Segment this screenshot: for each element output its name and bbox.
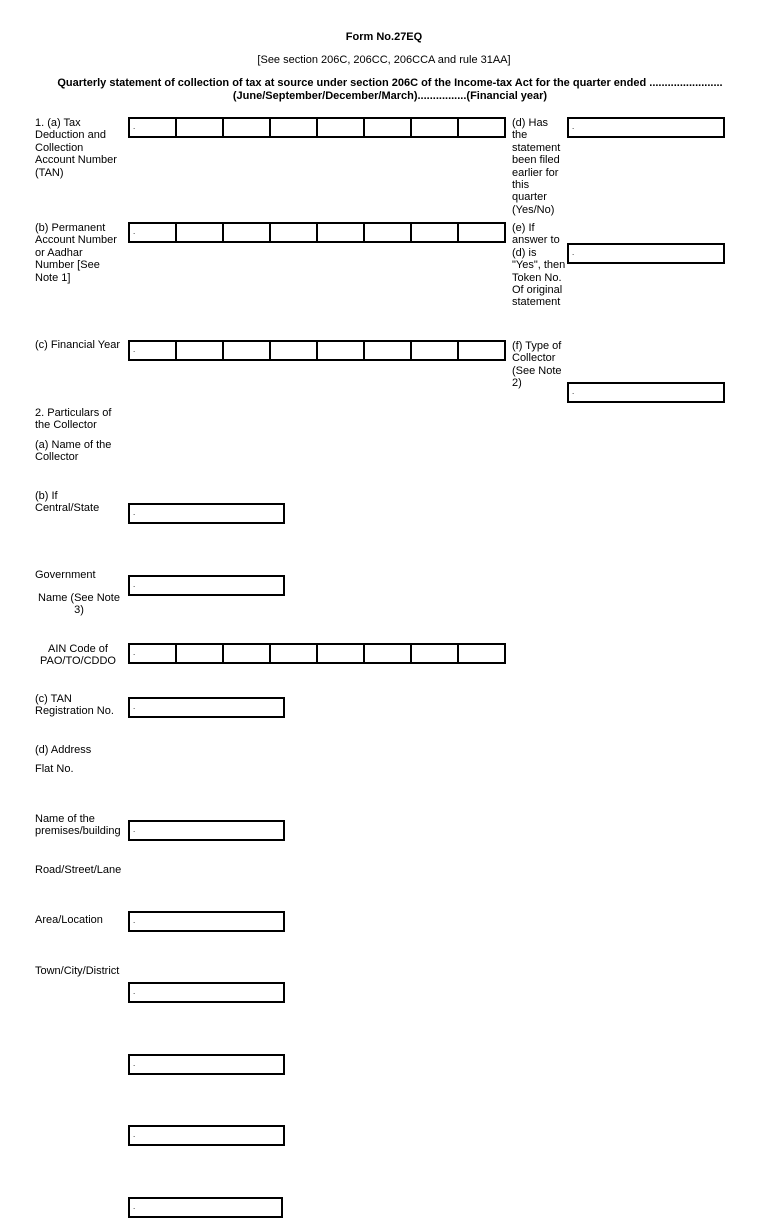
road-input[interactable] bbox=[128, 1054, 285, 1075]
flat-no-label: Flat No. bbox=[35, 763, 74, 775]
char-cell[interactable] bbox=[459, 119, 504, 136]
char-cell[interactable] bbox=[177, 224, 224, 241]
char-cell[interactable] bbox=[365, 119, 412, 136]
char-cell[interactable] bbox=[412, 342, 459, 359]
area-label: Area/Location bbox=[35, 914, 103, 926]
char-cell[interactable] bbox=[271, 342, 318, 359]
char-cell[interactable] bbox=[459, 645, 504, 662]
char-cell[interactable] bbox=[224, 342, 271, 359]
premises-label: Name of the premises/building bbox=[35, 813, 121, 838]
ain-code-label: AIN Code of PAO/TO/CDDO bbox=[40, 643, 116, 668]
central-state-label: (b) If Central/State bbox=[35, 490, 100, 515]
collector-name-label: (a) Name of the Collector bbox=[35, 439, 112, 464]
tan-label: 1. (a) Tax Deduction and Collection Account Number (TAN) bbox=[35, 117, 117, 179]
char-cell[interactable] bbox=[459, 224, 504, 241]
pan-input[interactable] bbox=[128, 222, 506, 243]
ain-code-input[interactable] bbox=[128, 643, 506, 664]
token-number-input[interactable] bbox=[567, 243, 725, 264]
flat-no-input[interactable] bbox=[128, 911, 285, 932]
form-subtitle: [See section 206C, 206CC, 206CCA and rule 31AA] bbox=[257, 54, 511, 66]
char-cell[interactable] bbox=[365, 342, 412, 359]
char-cell[interactable] bbox=[459, 342, 504, 359]
premises-input[interactable] bbox=[128, 982, 285, 1003]
char-cell[interactable] bbox=[177, 342, 224, 359]
char-cell[interactable] bbox=[177, 645, 224, 662]
town-input[interactable] bbox=[128, 1197, 283, 1218]
tan-registration-label: (c) TAN Registration No. bbox=[35, 693, 114, 718]
collector-type-input[interactable] bbox=[567, 382, 725, 403]
town-label: Town/City/District bbox=[35, 965, 120, 977]
char-cell[interactable] bbox=[412, 119, 459, 136]
pan-label: (b) Permanent Account Number or Aadhar Number [See Note 1] bbox=[35, 222, 117, 284]
char-cell[interactable] bbox=[365, 224, 412, 241]
area-input[interactable] bbox=[128, 1125, 285, 1146]
char-cell[interactable] bbox=[318, 342, 365, 359]
form-heading-line2: (June/September/December/March)................(Financial year) bbox=[232, 90, 548, 102]
char-cell[interactable] bbox=[224, 645, 271, 662]
financial-year-input[interactable] bbox=[128, 340, 506, 361]
road-label: Road/Street/Lane bbox=[35, 864, 122, 876]
char-cell[interactable] bbox=[130, 119, 177, 136]
char-cell[interactable] bbox=[271, 224, 318, 241]
government-label: Government bbox=[35, 569, 96, 581]
char-cell[interactable] bbox=[177, 119, 224, 136]
char-cell[interactable] bbox=[130, 342, 177, 359]
form-heading bbox=[40, 77, 740, 103]
tan-registration-input[interactable] bbox=[128, 820, 285, 841]
char-cell[interactable] bbox=[412, 645, 459, 662]
collector-name-input[interactable] bbox=[128, 503, 285, 524]
section2-title: 2. Particulars of the Collector bbox=[35, 407, 112, 432]
char-cell[interactable] bbox=[365, 645, 412, 662]
char-cell[interactable] bbox=[224, 119, 271, 136]
char-cell[interactable] bbox=[130, 224, 177, 241]
char-cell[interactable] bbox=[224, 224, 271, 241]
token-number-label: (e) If answer to (d) is "Yes", then Token No. Of original statement bbox=[512, 222, 566, 309]
char-cell[interactable] bbox=[271, 645, 318, 662]
form-title: Form No.27EQ bbox=[345, 31, 423, 43]
char-cell[interactable] bbox=[271, 119, 318, 136]
filed-earlier-input[interactable] bbox=[567, 117, 725, 138]
tan-input[interactable] bbox=[128, 117, 506, 138]
financial-year-label: (c) Financial Year bbox=[35, 339, 120, 351]
govt-name-label: Name (See Note 3) bbox=[38, 592, 120, 617]
char-cell[interactable] bbox=[318, 224, 365, 241]
char-cell[interactable] bbox=[412, 224, 459, 241]
char-cell[interactable] bbox=[130, 645, 177, 662]
filed-earlier-label: (d) Has the statement been filed earlier for this quarter (Yes/No) bbox=[512, 117, 561, 216]
central-state-input[interactable] bbox=[128, 575, 285, 596]
collector-type-label: (f) Type of Collector (See Note 2) bbox=[512, 340, 562, 390]
char-cell[interactable] bbox=[318, 645, 365, 662]
address-label: (d) Address bbox=[35, 744, 92, 756]
char-cell[interactable] bbox=[318, 119, 365, 136]
form-heading-line1: Quarterly statement of collection of tax at source under section 206C of the Income-tax Act for the quarter ended ........................ bbox=[57, 77, 723, 89]
govt-name-input[interactable] bbox=[128, 697, 285, 718]
